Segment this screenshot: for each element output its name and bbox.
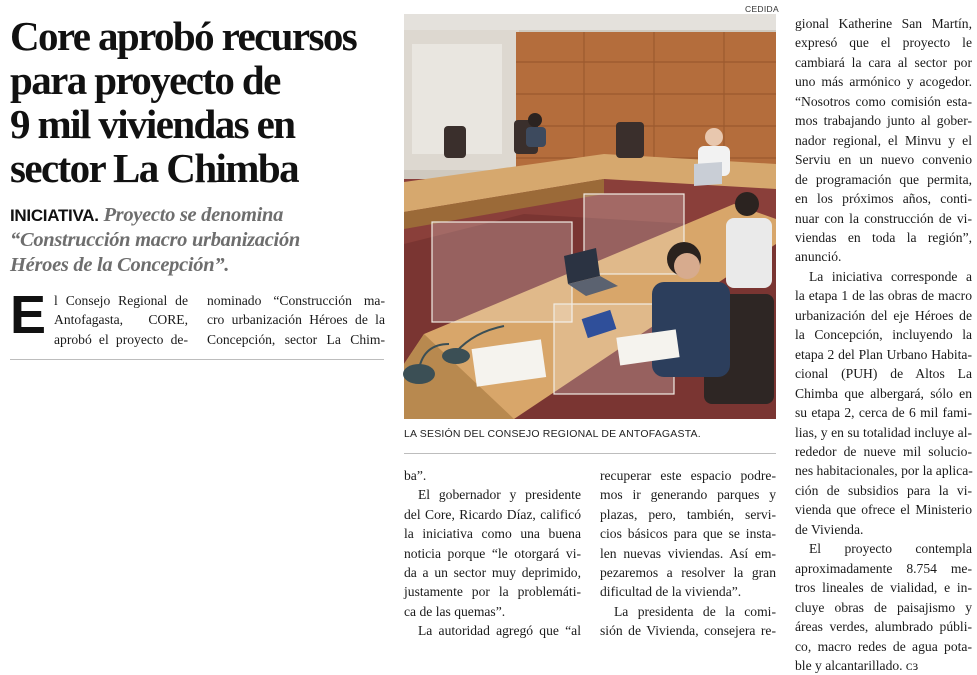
meeting-photo-illustration	[404, 14, 776, 419]
text-line: nominado “Construcción ma-	[207, 293, 385, 308]
kicker-line-1	[10, 203, 386, 228]
kicker-text: Proyecto se denomina	[98, 204, 284, 226]
headline-line: para proyecto de	[10, 57, 280, 103]
body-column-4	[600, 466, 776, 641]
text-line: mos ir generando parques y	[600, 487, 776, 503]
headline	[10, 14, 386, 190]
headline-line: sector La Chimba	[10, 145, 298, 191]
text-line: len nuevas viviendas. Así em-	[600, 545, 776, 561]
text-line: co, macro redes de agua pota-	[795, 638, 972, 654]
text-line: aproximadamente 8.754 me-	[795, 560, 972, 576]
kicker	[10, 203, 386, 278]
text-line: recuperar este espacio podre-	[600, 468, 776, 483]
text-line: cambiará la cara al sector por	[795, 54, 972, 70]
text-line: cro urbanización Héroes de la	[207, 312, 385, 328]
text-line: ción de subsidios para la vi-	[795, 482, 972, 498]
text-line: El proyecto contempla	[809, 541, 972, 557]
text-line: en los próximos años, conti-	[795, 191, 972, 207]
text-line: cios básicos para que se insta-	[600, 526, 776, 542]
photo-credit: CEDIDA	[745, 4, 779, 14]
text-line: nuar con la construcción de vi-	[795, 210, 972, 226]
text-line: La presidenta de la comi-	[614, 603, 776, 619]
caption-divider	[404, 453, 776, 454]
text-line: la Concepción, incluyendo la	[795, 327, 972, 343]
text-line: pezaremos a resolver la gran	[600, 565, 776, 581]
text-line: Chimba que albergará, sólo en	[795, 385, 972, 401]
text-line: cional (PUH) de Altos La	[795, 366, 972, 382]
meeting-photo	[404, 14, 776, 419]
text-line: plazas, pero, también, servi-	[600, 506, 776, 522]
text-line: sión de Vivienda, consejera re-	[600, 623, 776, 639]
text-line: cluye obras de paisajismo y	[795, 599, 972, 615]
section-divider	[10, 359, 384, 360]
text-line: l Consejo Regional de	[54, 293, 188, 308]
text-line: de Vivienda.	[795, 521, 864, 537]
kicker-line: Héroes de la Concepción”.	[10, 254, 230, 276]
lead-column-1	[10, 285, 188, 349]
text-line: rededor de nueve mil solucio-	[795, 443, 972, 459]
text-line: da a un sector muy deprimido,	[404, 565, 581, 581]
headline-line: 9 mil viviendas en	[10, 101, 295, 147]
text-line: La iniciativa corresponde a	[809, 268, 972, 284]
drop-cap: E	[10, 285, 47, 345]
text-line: nador regional, el Minvu y el	[795, 132, 972, 148]
text-line: lias, y en su totalidad incluye al-	[795, 424, 972, 440]
text-line: mos trabajando junto al gober-	[795, 113, 972, 129]
text-line: anunció.	[795, 249, 842, 265]
text-line: vienda que ofrece el Ministerio	[795, 502, 972, 518]
text-line: viendas en toda la región”,	[795, 229, 972, 245]
text-line: dificultad de la vivienda”.	[600, 584, 742, 600]
text-line: Concepción, sector La Chim-	[207, 331, 385, 347]
text-line: aprobó el proyecto de-	[54, 331, 188, 347]
text-line: áreas verdes, alumbrado públi-	[795, 619, 972, 635]
text-line: justamente por la problemáti-	[404, 584, 581, 600]
text-line: noticia porque “le otorgará vi-	[404, 545, 581, 561]
text-line: urbanización del eje Héroes de	[795, 307, 972, 323]
text-line: de programación que permita,	[795, 171, 972, 187]
body-column-3	[404, 466, 581, 641]
text-line: su etapa 2, cerca de 6 mil fami-	[795, 405, 972, 421]
text-line: la iniciativa como una buena	[404, 526, 581, 542]
text-line: Serviu en un nuevo convenio	[795, 152, 972, 168]
text-line: tros lineales de vialidad, e in-	[795, 580, 972, 596]
text-line: uno más armónico y acogedor.	[795, 74, 972, 90]
text-line: nes habitacionales, por la aplica-	[795, 463, 973, 479]
lead-column-2	[207, 291, 385, 349]
text-line: El gobernador y presidente	[418, 487, 581, 503]
text-line: del Core, Ricardo Díaz, calificó	[404, 506, 581, 522]
text-line: Antofagasta, CORE,	[54, 312, 188, 328]
text-line: la etapa 1 de las obras de macro	[795, 288, 972, 304]
photo-caption: LA SESIÓN DEL CONSEJO REGIONAL DE ANTOFAGASTA.	[404, 428, 701, 440]
kicker-tag: INICIATIVA.	[10, 206, 99, 225]
text-line: “Nosotros como comisión esta-	[795, 93, 972, 109]
kicker-line: “Construcción macro urbanización	[10, 229, 300, 251]
text-line: expresó que el proyecto le	[795, 35, 972, 51]
text-line: La autoridad agregó que “al	[418, 623, 581, 639]
text-line: ble y alcantarillado.	[795, 657, 903, 673]
text-line: ca de las quemas”.	[404, 603, 506, 619]
text-line-final	[795, 656, 972, 675]
text-line: ba”.	[404, 468, 427, 483]
body-column-right	[795, 14, 972, 675]
text-line: gional Katherine San Martín,	[795, 16, 972, 31]
text-line: etapa 2 del Plan Urbano Habita-	[795, 346, 972, 362]
headline-line: Core aprobó recursos	[10, 13, 357, 59]
end-mark-icon: ᴄɜ	[905, 657, 919, 673]
